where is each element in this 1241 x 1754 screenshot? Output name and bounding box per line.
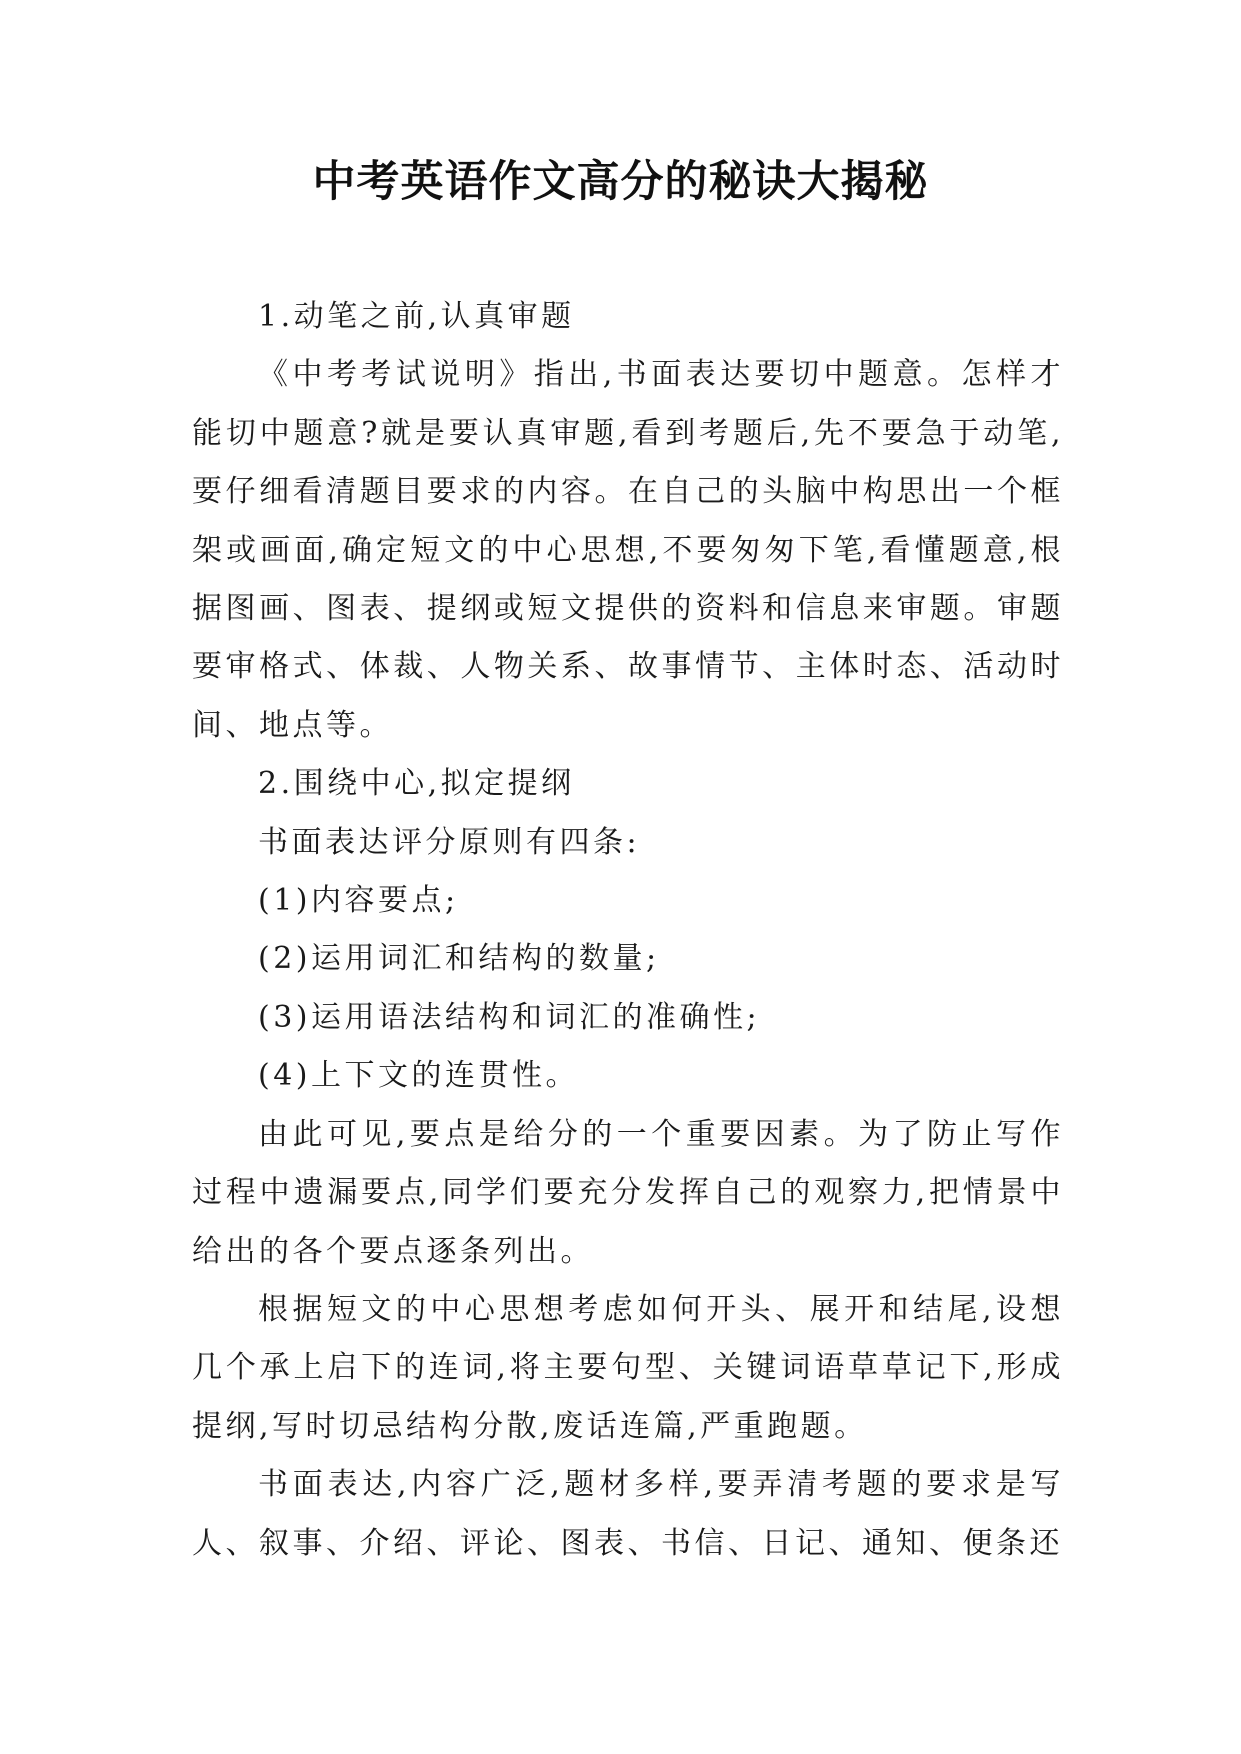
- paragraph-topics: 书面表达,内容广泛,题材多样,要弄清考题的要求是写人、叙事、介绍、评论、图表、书信、日记、通知、便条还: [192, 1467, 1064, 1561]
- paragraph-key-points: 由此可见,要点是给分的一个重要因素。为了防止写作过程中遗漏要点,同学们要充分发挥自己的观察力,把情景中给出的各个要点逐条列出。: [192, 1116, 1064, 1269]
- heading-step-2: 2.围绕中心,拟定提纲: [258, 766, 575, 802]
- document-body: [192, 288, 1064, 1573]
- list-item-4: (4)上下文的连贯性。: [258, 1058, 579, 1094]
- list-item-1: (1)内容要点;: [258, 883, 459, 919]
- document-title: 中考英语作文高分的秘诀大揭秘: [312, 157, 929, 207]
- heading-step-1: 1.动笔之前,认真审题: [258, 299, 575, 334]
- paragraph-outline: 根据短文的中心思想考虑如何开头、展开和结尾,设想几个承上启下的连词,将主要句型、关键词语草草记下,形成提纲,写时切忌结构分散,废话连篇,严重跑题。: [192, 1291, 1064, 1444]
- paragraph-scoring-intro: 书面表达评分原则有四条:: [258, 824, 641, 860]
- list-item-2: (2)运用词汇和结构的数量;: [258, 941, 660, 977]
- list-item-3: (3)运用语法结构和词汇的准确性;: [258, 999, 761, 1035]
- paragraph-step-1: 《中考考试说明》指出,书面表达要切中题意。怎样才能切中题意?就是要认真审题,看到考题后,先不要急于动笔,要仔细看清题目要求的内容。在自己的头脑中构思出一个框架或画面,确定短文的中心思想,不要匆匆下笔,看懂题意,根据图画、图表、提纲或短文提供的资料和信息来审题。审题要审格式、体裁、人物关系、故事情节、主体时态、活动时间、地点等。: [192, 357, 1064, 743]
